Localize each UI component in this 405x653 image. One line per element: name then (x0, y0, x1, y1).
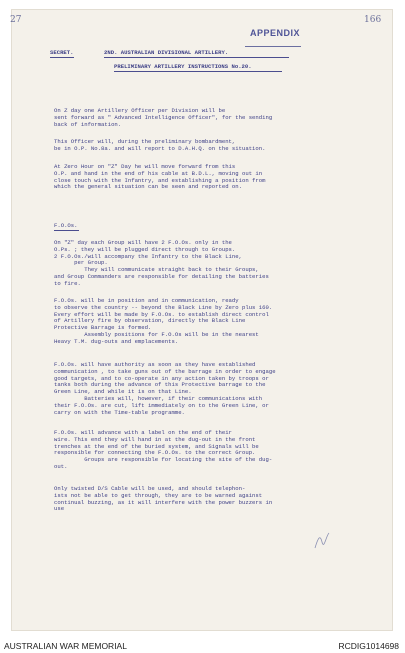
corner-number-right: 166 (364, 15, 382, 25)
handwritten-mark (312, 530, 332, 552)
paragraph-authority: F.O.Os. will have authority as soon as they have established communication , to take guns out of the barrage in order to engage good targets, and to co-operate in any action taken by troops or tanks both during the advance of this Protective barrage to the Green Line, and while it is on that Line. Batteries will, however, if their communications with their F.O.Os. are cut, lift immediately on to the Green Line, or carry on with the Time-table programme. (54, 361, 276, 416)
paragraph-advanced-officer: On Z day one Artillery Officer per Division will be sent forward as " Advanced Intelligence Officer", for the sending back of information. (54, 107, 273, 128)
section-heading-underline (54, 230, 79, 231)
footer-institution: AUSTRALIAN WAR MEMORIAL (4, 641, 127, 651)
appendix-stamp: APPENDIX (250, 28, 301, 38)
paragraph-twisted-cable: Only twisted D/S Cable will be used, and should telephon- ists not be able to get through, they are to be warned against continual buzzing, as it will interfere with the power buzzers in use (54, 485, 273, 513)
footer-record-id: RCDIG1014698 (338, 641, 399, 651)
section-heading-foos: F.O.Os. (54, 222, 78, 229)
paragraph-bombardment: This Officer will, during the preliminary bombardment, be in O.P. No.8a. and will report to D.A.H.Q. on the situation. (54, 138, 266, 152)
document-subheading: PRELIMINARY ARTILLERY INSTRUCTIONS No.20. (114, 63, 252, 70)
heading-underline (104, 57, 289, 58)
document-page (12, 10, 392, 630)
paragraph-label-wire: F.O.Os. will advance with a label on the end of their wire. This end they will hand in at the dug-out in the front trenches at the end of the buried system, and Signals will be responsible for connecting the F.O.Os. to the correct Group. Groups are responsible for locating the site of the dug- out. (54, 429, 273, 470)
paragraph-position-communication: F.O.Os. will be in position and in communication, ready to observe the country -- beyond the Black Line by Zero plus 160. Every effort will be made by F.O.Os. to establish direct control of Artillery fire by observation, directly the Black Line Protective Barrage is formed. Assembly positions for F.O.Os will be in the nearest Heavy T.M. dug-outs and emplacements. (54, 297, 273, 345)
paragraph-zero-hour: At Zero Hour on "Z" Day he will move forward from this O.P. and hand in the end of his cable at B.D.L., moving out in close touch with the Infantry, and establishing a position from which the general situation can be seen and reported on. (54, 163, 266, 191)
corner-number-left: 27 (10, 15, 22, 25)
paragraph-z-day-groups: On "Z" day each Group will have 2 F.O.Os. only in the O.Ps. ; they will be plugged direct through to Groups. 2 F.O.Os./will accompany the Infantry to the Black Line, per Group. They will communicate straight back to their Groups, and Group Commanders are responsible for detailing the batteries to fire. (54, 239, 269, 287)
document-heading: 2ND. AUSTRALIAN DIVISIONAL ARTILLERY. (104, 49, 229, 56)
classification-label: SECRET. (50, 49, 74, 56)
subheading-underline (114, 71, 282, 72)
classification-underline (50, 57, 74, 58)
